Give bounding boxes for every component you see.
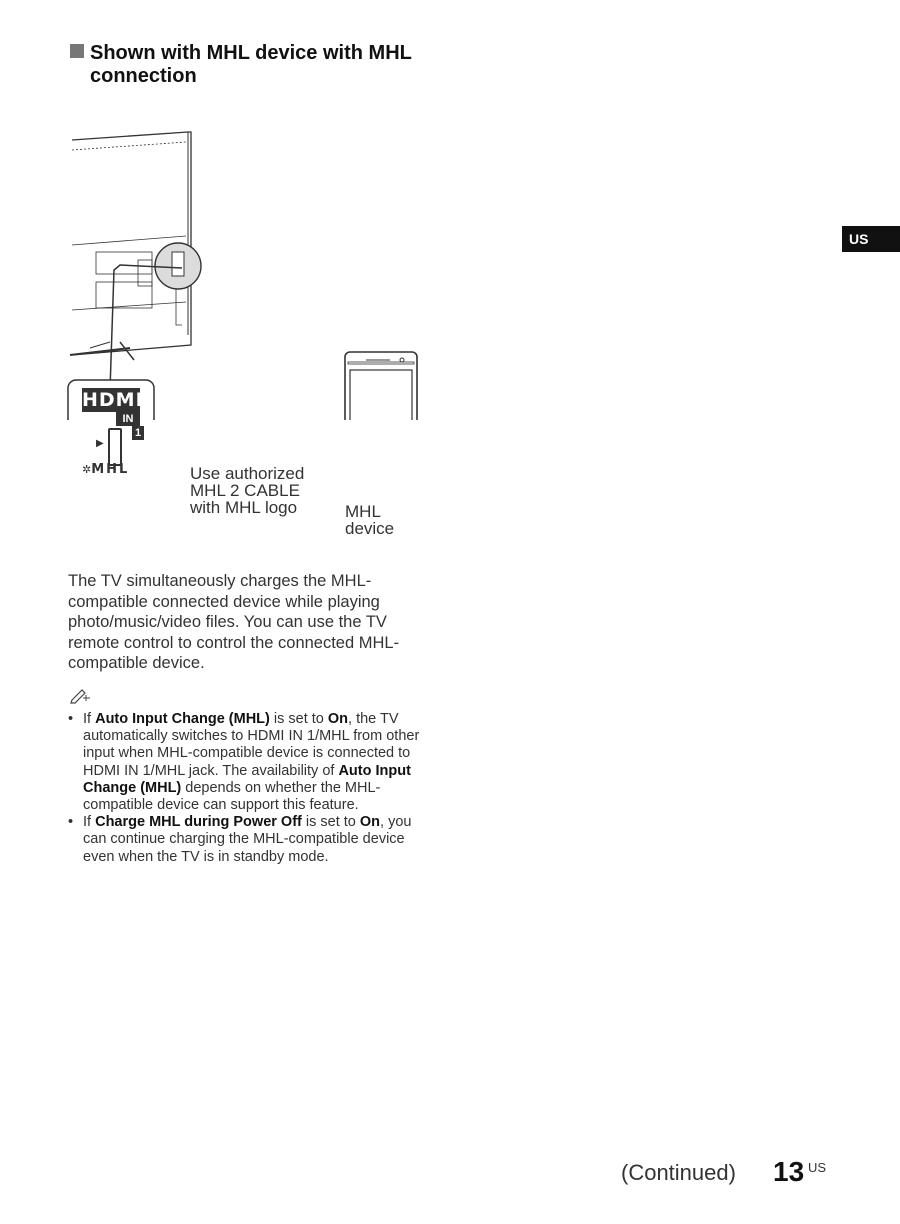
continued-label: (Continued) [621,1160,736,1185]
note-item: • If Auto Input Change (MHL) is set to On, the TV automatically switches to HDMI IN 1/MHL from other input when MHL-compatible device is connected to HDMI IN 1/MHL jack. The availability of Auto Input Change (MHL) depends on whether the MHL-compatible device can support this feature. [66,711,436,814]
pencil-note-icon [68,686,92,709]
play-arrow-icon: ▶ [96,438,104,449]
connection-diagram [60,120,430,420]
heading-square-icon [70,44,84,58]
heading-line-1: Shown with MHL device with MHL [90,42,412,64]
note-item: • If Charge MHL during Power Off is set to On, you can continue charging the MHL-compatible device even when the TV is in standby mode. [66,814,436,866]
region-tab: US [842,226,900,252]
port-icon-area [88,426,146,466]
hdmi-logo: HDMI [82,389,144,411]
mhl-logo-text: MHL [91,462,130,477]
mhl-star-icon: ✲ [82,463,92,476]
cable-caption: Use authorized MHL 2 CABLE with MHL logo [190,464,305,517]
notes-list [66,711,436,866]
page-number-suffix: US [808,1160,827,1175]
hdmi-in-label: IN [116,412,140,426]
mhl-logo [82,462,129,477]
mhl-device-illustration [345,352,417,420]
heading-line-2: connection [90,65,197,87]
port-number-badge: 1 [132,426,144,440]
body-paragraph: The TV simultaneously charges the MHL-compatible connected device while playing photo/music/video files. You can use the TV remote control to control the connected MHL-compatible device. [68,572,400,672]
device-caption: MHL device [345,502,395,538]
page-number: 13 [773,1156,805,1187]
hdmi-jack-icon [108,428,122,466]
section-heading [70,42,450,88]
